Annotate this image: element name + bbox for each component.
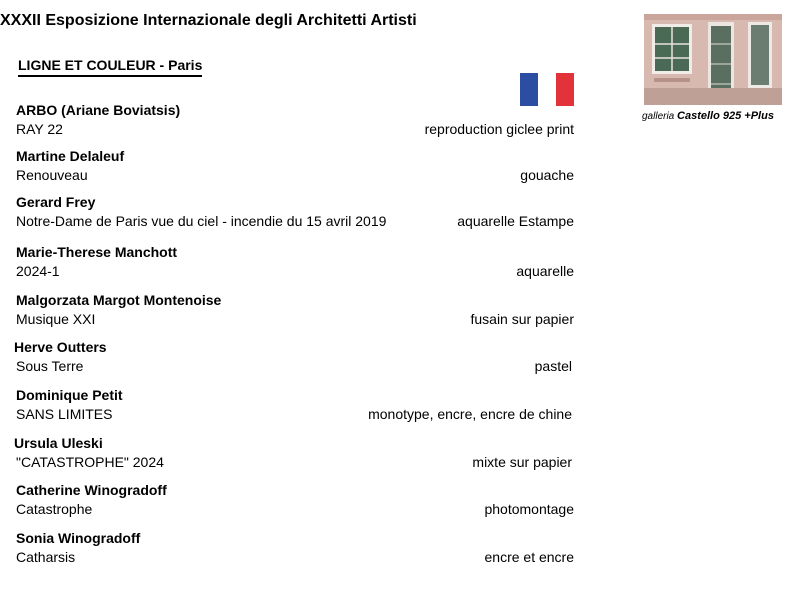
artist-name: Sonia Winogradoff	[16, 530, 141, 546]
artwork-title: Catharsis	[16, 549, 76, 565]
artwork-title: RAY 22	[16, 121, 63, 137]
gallery-facade-photo	[644, 14, 782, 105]
artwork-technique: reproduction giclee print	[424, 121, 574, 137]
gallery-caption	[642, 110, 792, 122]
artwork-title: SANS LIMITES	[16, 406, 113, 422]
gallery-name: Castello 925 +Plus	[677, 110, 774, 122]
artwork-title: Sous Terre	[16, 358, 84, 374]
artist-name: ARBO (Ariane Boviatsis)	[16, 102, 181, 118]
artist-name: Martine Delaleuf	[16, 148, 125, 164]
artist-name: Herve Outters	[14, 339, 107, 355]
artist-name: Malgorzata Margot Montenoise	[16, 292, 222, 308]
artwork-technique: monotype, encre, encre de chine	[368, 406, 572, 422]
section-heading: LIGNE ET COULEUR - Paris	[18, 57, 202, 77]
artist-name: Ursula Uleski	[14, 435, 103, 451]
artwork-technique: encre et encre	[484, 549, 574, 565]
artwork-technique: photomontage	[484, 501, 574, 517]
artwork-technique: gouache	[520, 167, 574, 183]
artwork-title: 2024-1	[16, 263, 60, 279]
artist-name: Gerard Frey	[16, 194, 96, 210]
artwork-technique: fusain sur papier	[470, 311, 574, 327]
artwork-technique: pastel	[534, 358, 572, 374]
artist-name: Dominique Petit	[16, 387, 123, 403]
artwork-title: Renouveau	[16, 167, 88, 183]
artist-name: Catherine Winogradoff	[16, 482, 167, 498]
artwork-technique: mixte sur papier	[472, 454, 572, 470]
artwork-technique: aquarelle	[516, 263, 574, 279]
artwork-title: "CATASTROPHE" 2024	[16, 454, 164, 470]
artwork-title: Musique XXI	[16, 311, 96, 327]
exhibition-title: XXXII Esposizione Internazionale degli Architetti Artisti	[0, 12, 417, 29]
artist-name: Marie-Therese Manchott	[16, 244, 178, 260]
france-flag-icon	[520, 73, 574, 106]
artwork-title: Catastrophe	[16, 501, 93, 517]
artwork-technique: aquarelle Estampe	[457, 213, 574, 229]
gallery-prefix: galleria	[642, 111, 675, 122]
artwork-title: Notre-Dame de Paris vue du ciel - incendie du 15 avril 2019	[16, 213, 387, 229]
